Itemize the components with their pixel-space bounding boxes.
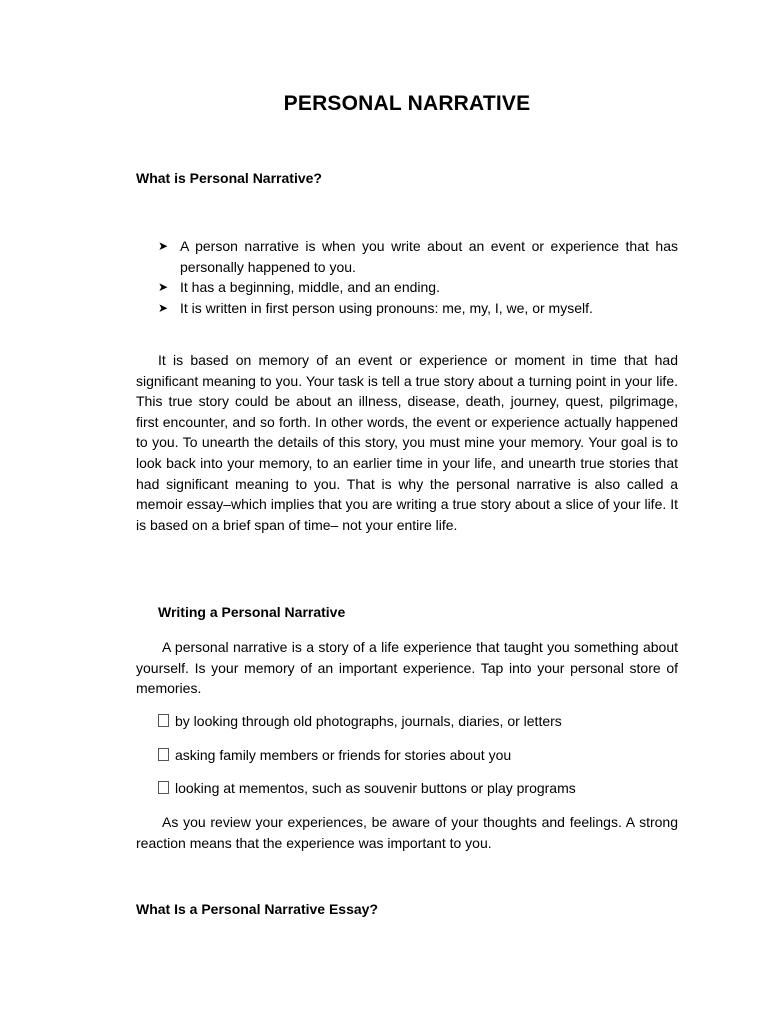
section-heading-writing: Writing a Personal Narrative: [158, 604, 346, 620]
list-item: [158, 711, 678, 745]
bullet-text: It is written in first person using pronouns: me, my, I, we, or myself.: [180, 299, 593, 316]
tip-text: by looking through old photographs, journals, diaries, or letters: [175, 713, 562, 729]
missing-glyph-box-icon: [158, 781, 169, 794]
tips-list: [158, 711, 678, 812]
section-heading-what-is: What is Personal Narrative?: [136, 170, 322, 186]
closing-paragraph: As you review your experiences, be aware of your thoughts and feelings. A strong reaction means that the experience was important to you.: [136, 814, 678, 851]
bullet-text: It has a beginning, middle, and an ending.: [180, 279, 440, 295]
list-item: [158, 778, 678, 812]
section-heading-essay: What Is a Personal Narrative Essay?: [136, 901, 378, 917]
missing-glyph-box-icon: [158, 714, 169, 727]
list-item: [158, 298, 678, 319]
definition-bullet-list: [158, 236, 678, 318]
arrow-bullet-icon: ➤: [158, 239, 169, 253]
tip-text: looking at mementos, such as souvenir buttons or play programs: [175, 780, 576, 796]
list-item: [158, 236, 678, 277]
list-item: [158, 277, 678, 298]
missing-glyph-box-icon: [158, 748, 169, 761]
tip-text: asking family members or friends for stories about you: [175, 746, 512, 763]
arrow-bullet-icon: ➤: [158, 280, 169, 294]
intro-paragraph: A personal narrative is a story of a life experience that taught you something about yourself. Is your memory of an important experience. Tap into your personal store of memories.: [136, 639, 678, 697]
arrow-bullet-icon: ➤: [158, 300, 169, 315]
memory-paragraph: It is based on memory of an event or experience or moment in time that had significant meaning to you. Your task is tell a true story about a turning point in your life. This true story could be about an illness, disease, death, journey, quest, pilgrimage, first encounter, and so forth. In other words, the event or experience actually happened to you. To unearth the details of this story, you must mine your memory. Your goal is to look back into your memory, to an earlier time in your life, and unearth true stories that had significant meaning to you. That is why the personal narrative is also called a memoir essay–which implies that you are writing a true story about a slice of your life. It is based on a brief span of time– not your entire life.: [136, 352, 678, 533]
list-item: [158, 745, 678, 779]
bullet-text: A person narrative is when you write about an event or experience that has personally happened to you.: [180, 238, 678, 275]
page-title: PERSONAL NARRATIVE: [283, 92, 531, 115]
